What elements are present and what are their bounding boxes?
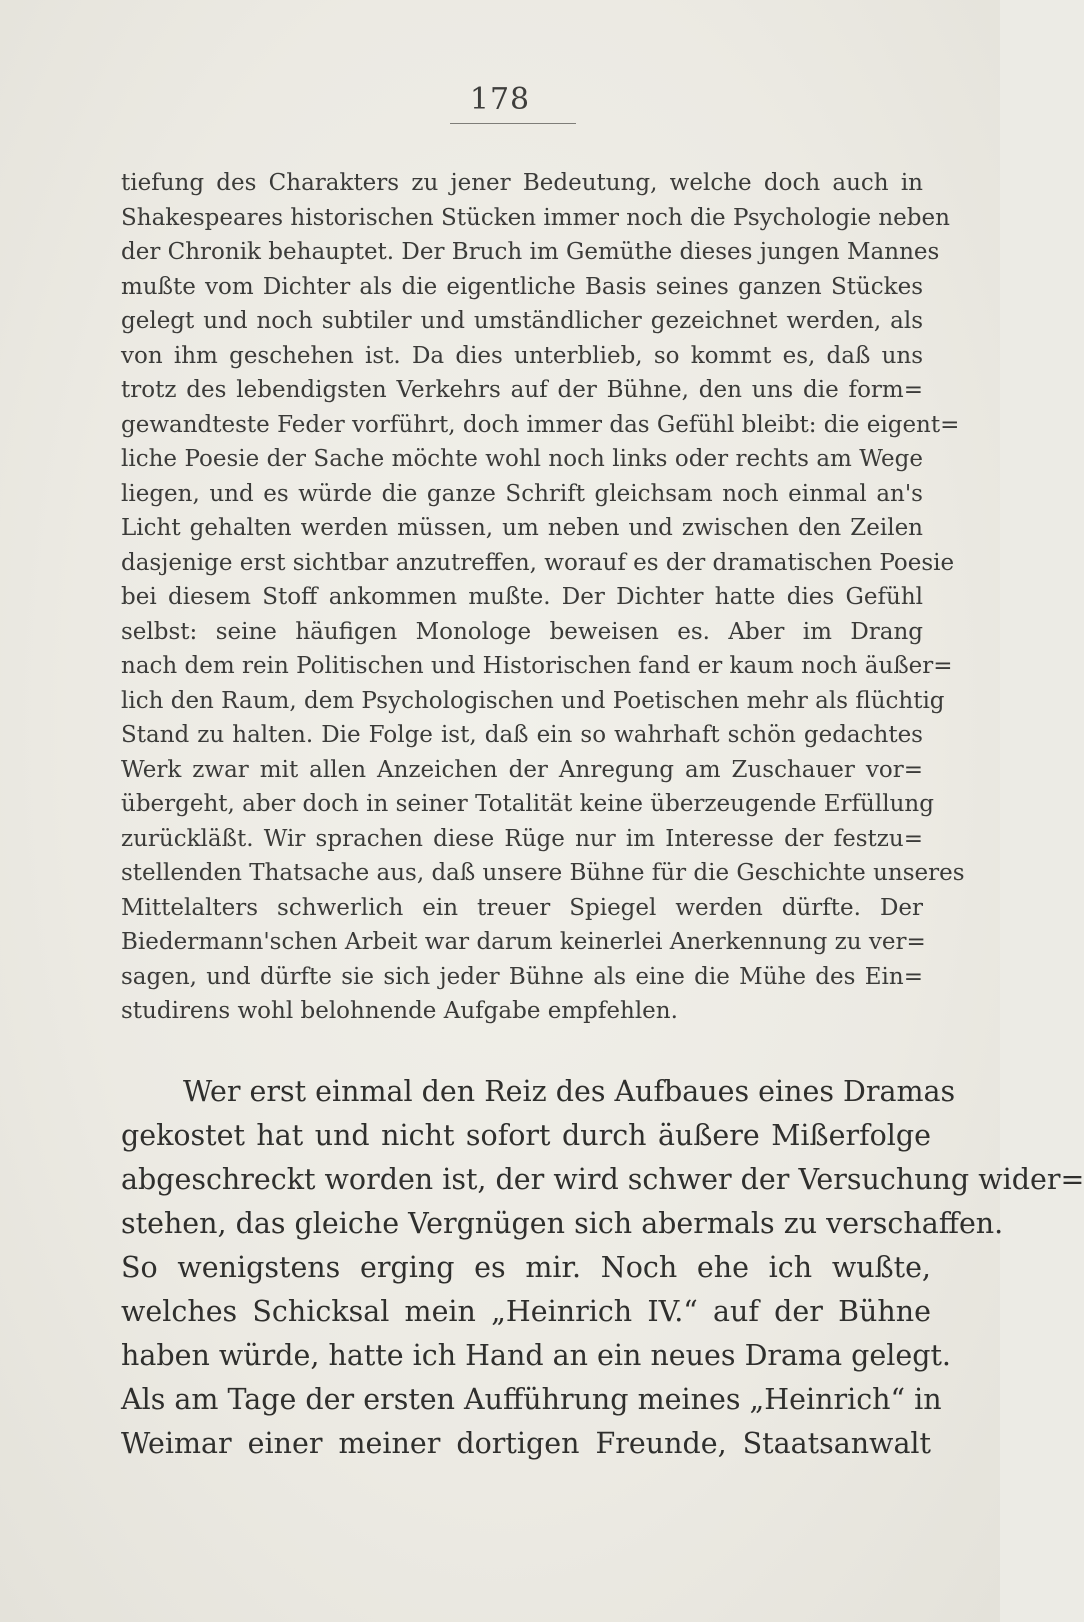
- text-line: Mittelalters schwerlich ein treuer Spiegel werden dürfte. Der: [121, 894, 923, 921]
- text-line: welches Schicksal mein „Heinrich IV.“ auf der Bühne: [121, 1295, 931, 1328]
- text-line: Werk zwar mit allen Anzeichen der Anregung am Zuschauer vor=: [121, 756, 923, 783]
- page-number: 178: [469, 82, 531, 117]
- text-line: gekostet hat und nicht sofort durch äußere Mißerfolge: [121, 1119, 931, 1152]
- text-line: sagen, und dürfte sie sich jeder Bühne als eine die Mühe des Ein=: [121, 963, 923, 990]
- memoir-paragraph: [121, 1070, 1084, 1466]
- review-paragraph: [121, 166, 965, 1029]
- text-line: bei diesem Stoff ankommen mußte. Der Dichter hatte dies Gefühl: [121, 584, 923, 610]
- text-line: Licht gehalten werden müssen, um neben und zwischen den Zeilen: [121, 515, 923, 541]
- text-line: abgeschreckt worden ist, der wird schwer der Versuchung wider=: [121, 1163, 1084, 1196]
- text-line: gewandteste Feder vorführt, doch immer das Gefühl bleibt: die eigent=: [121, 411, 960, 438]
- text-line: studirens wohl belohnende Aufgabe empfehlen.: [121, 998, 678, 1024]
- text-line: nach dem rein Politischen und Historischen fand er kaum noch äußer=: [121, 653, 953, 679]
- text-line: Wer erst einmal den Reiz des Aufbaues eines Dramas: [183, 1075, 956, 1108]
- text-line: liche Poesie der Sache möchte wohl noch links oder rechts am Wege: [121, 446, 923, 472]
- text-line: dasjenige erst sichtbar anzutreffen, worauf es der dramatischen Poesie: [121, 549, 955, 576]
- text-line: mußte vom Dichter als die eigentliche Basis seines ganzen Stückes: [121, 273, 923, 300]
- text-line: So wenigstens erging es mir. Noch ehe ich wußte,: [121, 1251, 931, 1284]
- text-line: Shakespeares historischen Stücken immer noch die Psychologie neben: [121, 204, 950, 231]
- text-line: selbst: seine häufigen Monologe beweisen es. Aber im Drang: [121, 618, 923, 645]
- text-line: von ihm geschehen ist. Da dies unterblieb, so kommt es, daß uns: [121, 342, 923, 369]
- text-line: stellenden Thatsache aus, daß unsere Bühne für die Geschichte unseres: [121, 860, 965, 886]
- text-line: zurückläßt. Wir sprachen diese Rüge nur im Interesse der festzu=: [121, 825, 923, 852]
- text-line: Als am Tage der ersten Aufführung meines „Heinrich“ in: [121, 1383, 942, 1416]
- text-line: Stand zu halten. Die Folge ist, daß ein so wahrhaft schön gedachtes: [121, 722, 923, 748]
- text-line: Biedermann'schen Arbeit war darum keinerlei Anerkennung zu ver=: [121, 929, 926, 955]
- text-line: tiefung des Charakters zu jener Bedeutung, welche doch auch in: [121, 170, 923, 196]
- text-line: stehen, das gleiche Vergnügen sich abermals zu verschaffen.: [121, 1207, 1004, 1240]
- text-line: liegen, und es würde die ganze Schrift gleichsam noch einmal an's: [121, 480, 923, 507]
- text-line: Weimar einer meiner dortigen Freunde, Staatsanwalt: [121, 1427, 931, 1460]
- text-line: der Chronik behauptet. Der Bruch im Gemüthe dieses jungen Mannes: [121, 239, 940, 265]
- text-line: haben würde, hatte ich Hand an ein neues Drama gelegt.: [121, 1339, 951, 1372]
- text-line: gelegt und noch subtiler und umständlicher gezeichnet werden, als: [121, 308, 923, 334]
- text-line: übergeht, aber doch in seiner Totalität keine überzeugende Erfüllung: [121, 791, 934, 817]
- header-rule: [450, 123, 576, 124]
- text-line: lich den Raum, dem Psychologischen und Poetischen mehr als flüchtig: [121, 687, 945, 714]
- text-line: trotz des lebendigsten Verkehrs auf der Bühne, den uns die form=: [121, 377, 923, 403]
